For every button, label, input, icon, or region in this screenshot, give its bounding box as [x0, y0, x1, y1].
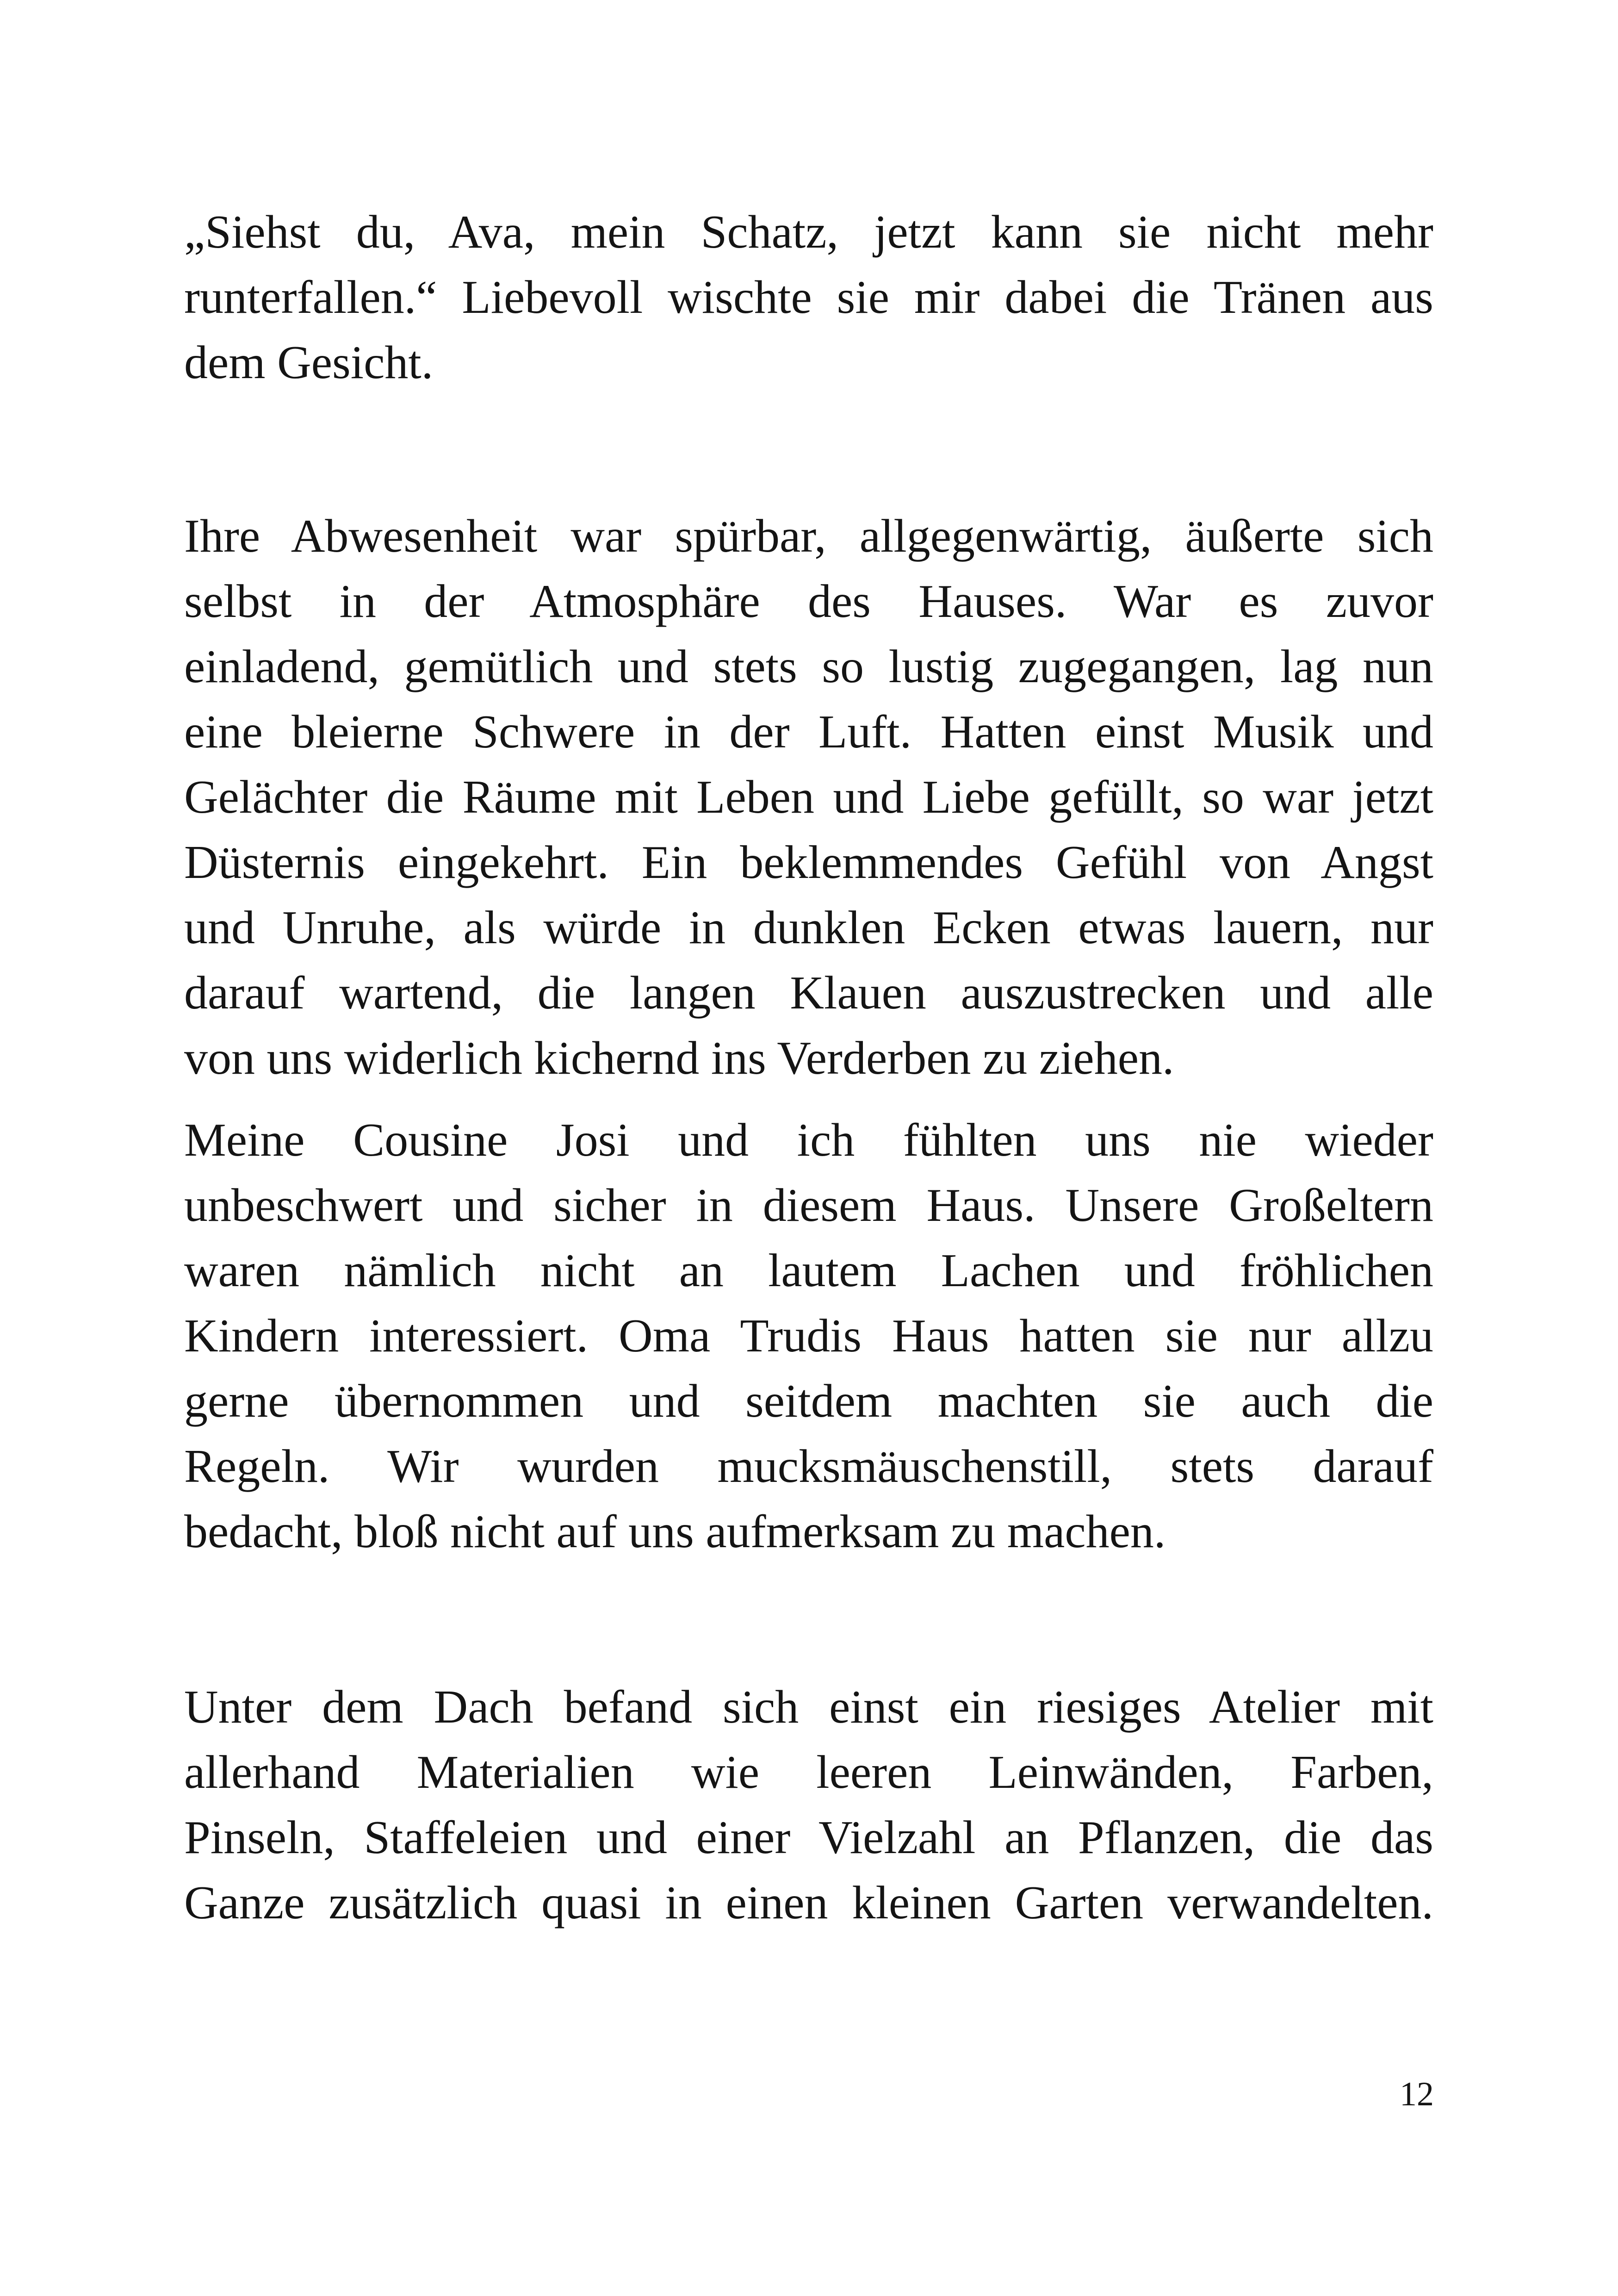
- text-line: und Unruhe, als würde in dunklen Ecken etwas lauern, nur: [184, 902, 1433, 954]
- text-line: dem Gesicht.: [184, 336, 434, 389]
- paragraph-3: [184, 1108, 1433, 1564]
- text-line: einladend, gemütlich und stets so lustig zugegangen, lag nun: [184, 641, 1433, 693]
- text-line: Unter dem Dach befand sich einst ein riesiges Atelier mit: [184, 1681, 1433, 1733]
- text-line: eine bleierne Schwere in der Luft. Hatten einst Musik und: [184, 706, 1433, 758]
- paragraph-2: [184, 504, 1433, 1091]
- paragraph-4: [184, 1674, 1433, 1935]
- text-line: Ihre Abwesenheit war spürbar, allgegenwärtig, äußerte sich: [184, 510, 1433, 562]
- text-line: runterfallen.“ Liebevoll wischte sie mir dabei die Tränen aus: [184, 271, 1433, 324]
- text-line: „Siehst du, Ava, mein Schatz, jetzt kann sie nicht mehr: [184, 206, 1433, 258]
- text-line: Gelächter die Räume mit Leben und Liebe gefüllt, so war jetzt: [184, 771, 1433, 823]
- text-line: gerne übernommen und seitdem machten sie auch die: [184, 1375, 1433, 1427]
- text-line: selbst in der Atmosphäre des Hauses. War es zuvor: [184, 575, 1433, 628]
- text-line: Kindern interessiert. Oma Trudis Haus hatten sie nur allzu: [184, 1310, 1433, 1362]
- page-number: 12: [1400, 2075, 1434, 2113]
- text-line: allerhand Materialien wie leeren Leinwänden, Farben,: [184, 1746, 1433, 1798]
- text-line: Meine Cousine Josi und ich fühlten uns nie wieder: [184, 1114, 1433, 1166]
- text-line: Ganze zusätzlich quasi in einen kleinen Garten verwandelten.: [184, 1877, 1433, 1929]
- paragraph-1: [184, 199, 1433, 395]
- text-line: Düsternis eingekehrt. Ein beklemmendes Gefühl von Angst: [184, 836, 1433, 889]
- text-line: darauf wartend, die langen Klauen auszustrecken und alle: [184, 967, 1433, 1019]
- text-line: Regeln. Wir wurden mucksmäuschenstill, stets darauf: [184, 1440, 1433, 1493]
- text-line: unbeschwert und sicher in diesem Haus. Unsere Großeltern: [184, 1179, 1433, 1232]
- text-line: Pinseln, Staffeleien und einer Vielzahl an Pflanzen, die das: [184, 1811, 1433, 1864]
- text-line: waren nämlich nicht an lautem Lachen und fröhlichen: [184, 1244, 1433, 1297]
- text-line: von uns widerlich kichernd ins Verderben zu ziehen.: [184, 1032, 1174, 1084]
- text-line: bedacht, bloß nicht auf uns aufmerksam zu machen.: [184, 1506, 1166, 1558]
